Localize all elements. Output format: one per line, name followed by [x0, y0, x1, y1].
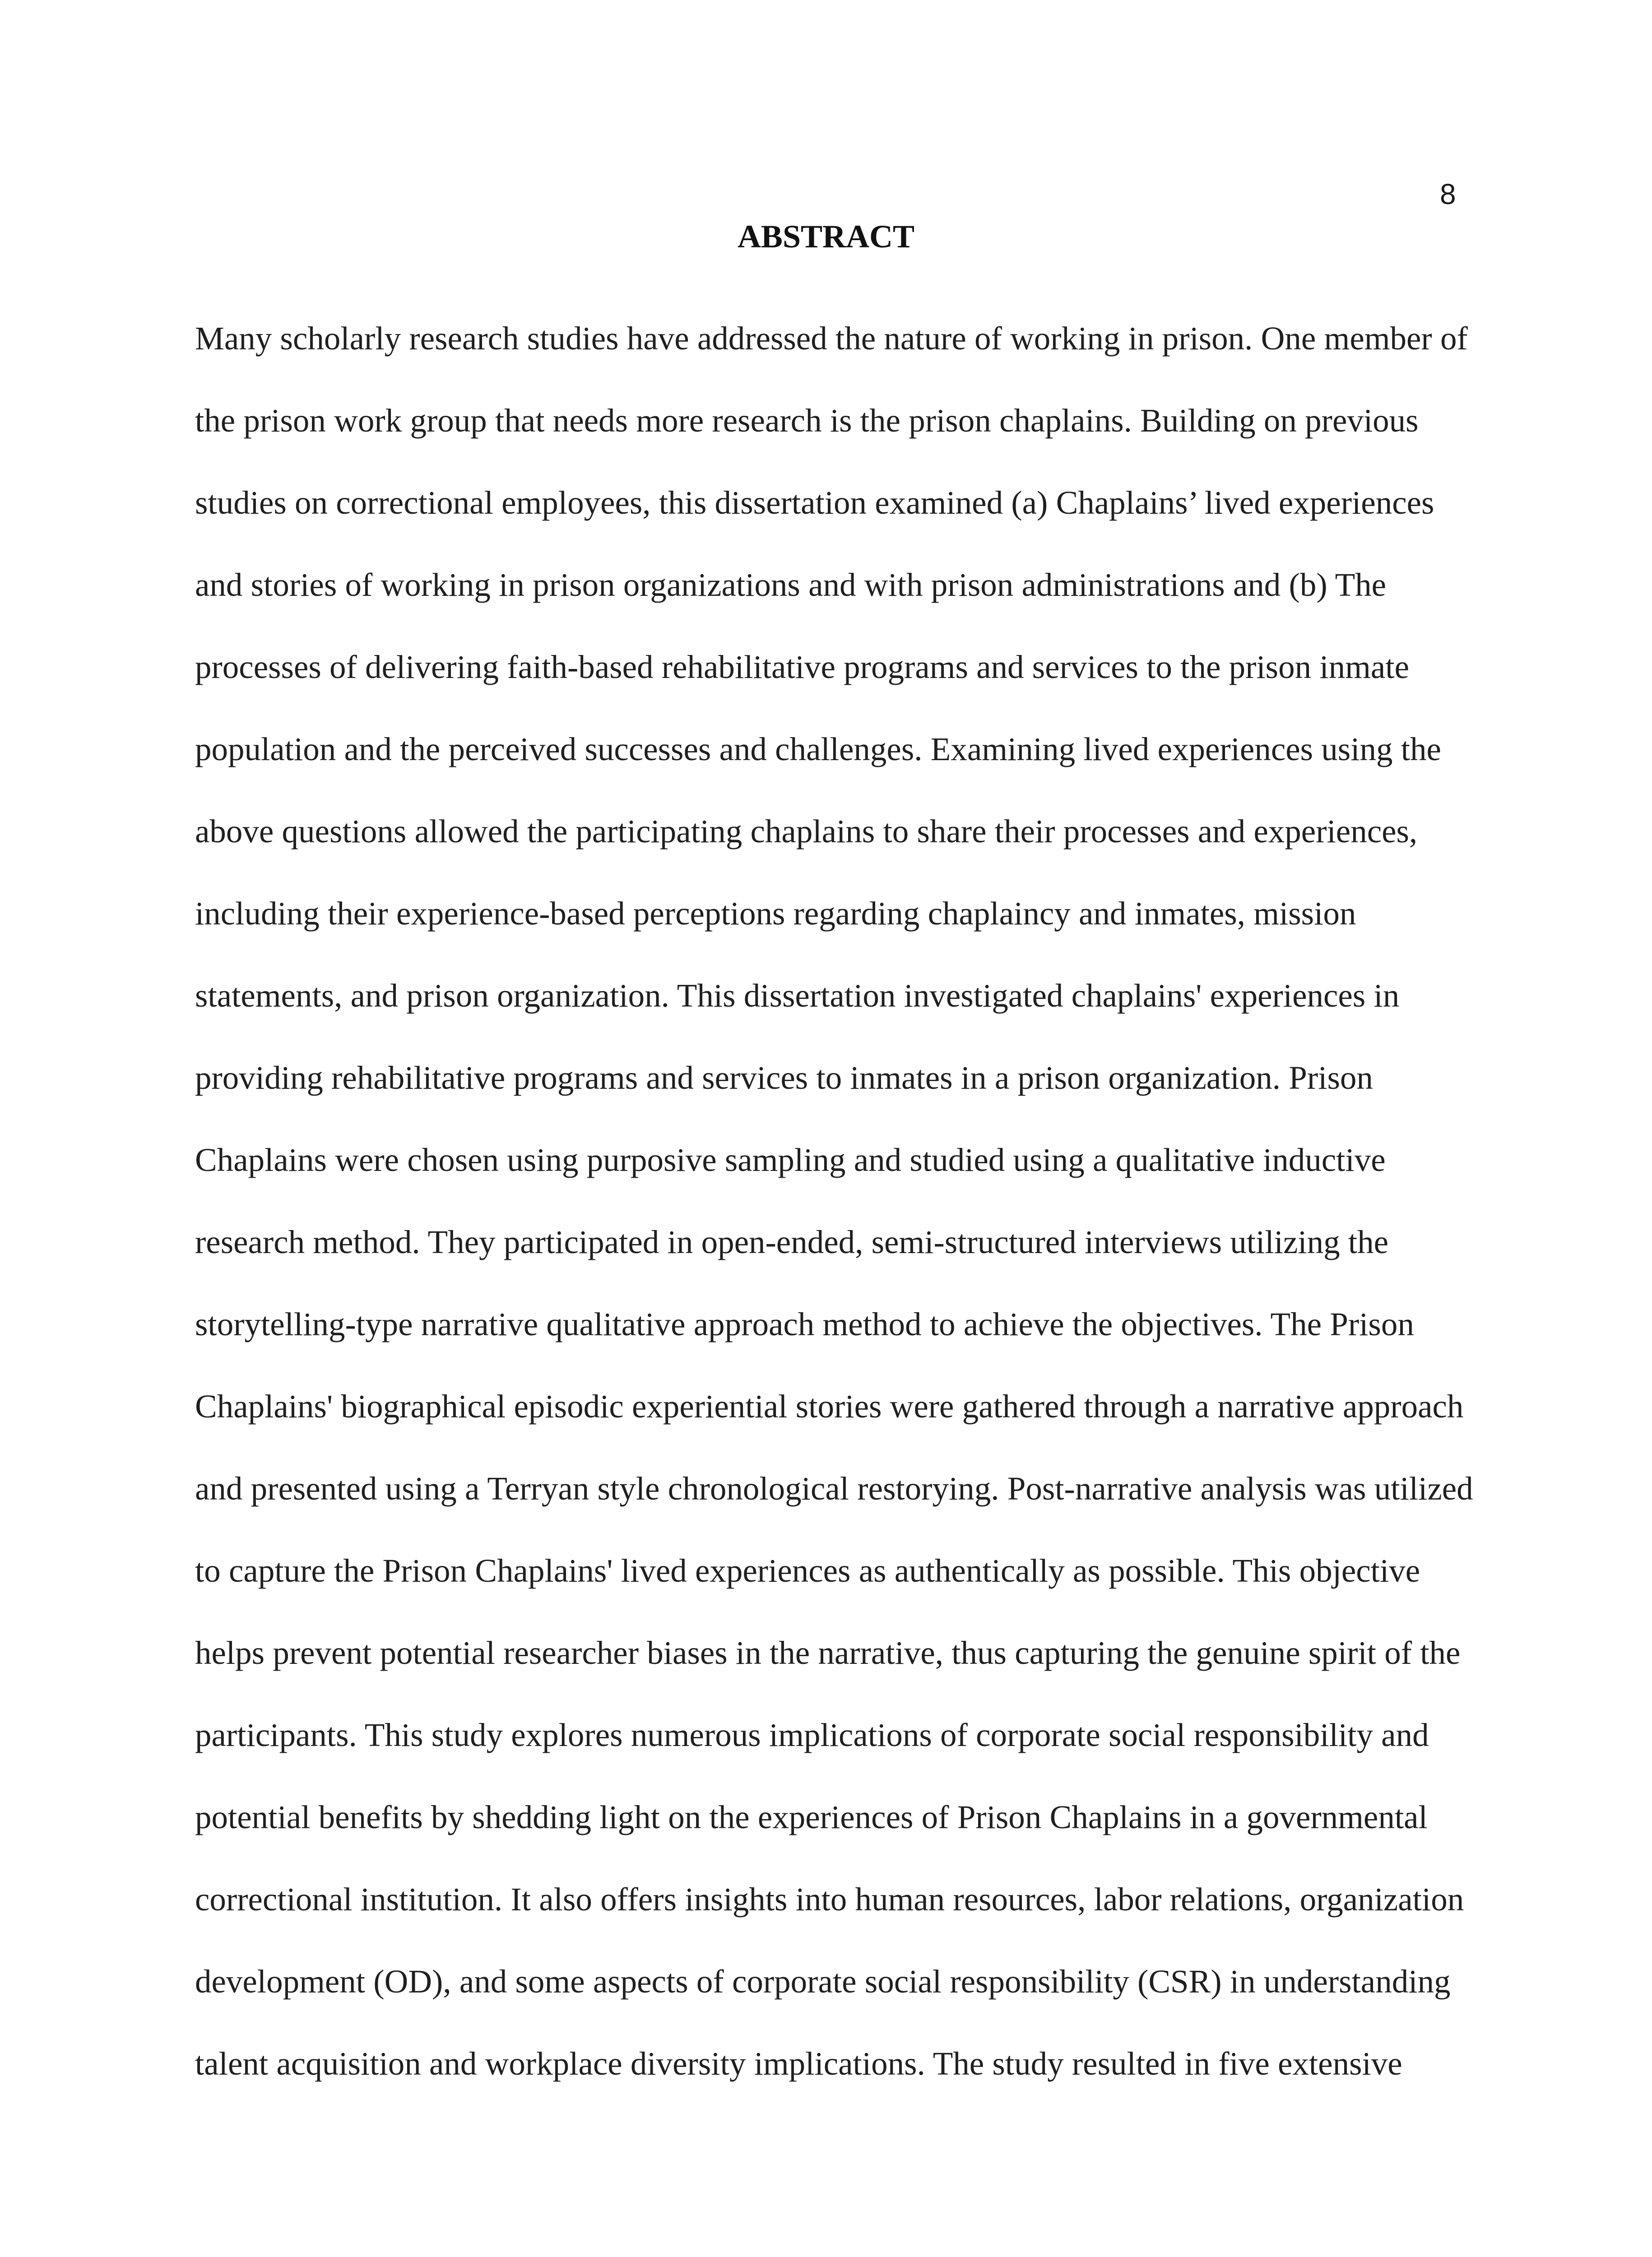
abstract-body: [195, 320, 1477, 2128]
abstract-heading: ABSTRACT: [737, 218, 915, 255]
body-line: above questions allowed the participating chaplains to share their processes and experiences,: [195, 813, 1418, 850]
page-number: 8: [1440, 178, 1456, 210]
body-line: and stories of working in prison organizations and with prison administrations and (b) The: [195, 567, 1387, 603]
body-line: potential benefits by shedding light on the experiences of Prison Chaplains in a governmental: [195, 1799, 1428, 1835]
body-line: storytelling-type narrative qualitative approach method to achieve the objectives. The Prison: [195, 1306, 1414, 1342]
body-line: including their experience-based perceptions regarding chaplaincy and inmates, mission: [195, 895, 1356, 932]
body-line: development (OD), and some aspects of corporate social responsibility (CSR) in understanding: [195, 1963, 1451, 2000]
body-line: providing rehabilitative programs and services to inmates in a prison organization. Prison: [195, 1059, 1373, 1096]
body-line: Chaplains were chosen using purposive sampling and studied using a qualitative inductive: [195, 1142, 1386, 1178]
body-line: talent acquisition and workplace diversity implications. The study resulted in five extensive: [195, 2045, 1402, 2082]
body-line: to capture the Prison Chaplains' lived experiences as authentically as possible. This objective: [195, 1552, 1420, 1589]
body-line: population and the perceived successes and challenges. Examining lived experiences using the: [195, 731, 1441, 767]
body-line: research method. They participated in open-ended, semi-structured interviews utilizing the: [195, 1224, 1389, 1260]
body-line: and presented using a Terryan style chronological restorying. Post-narrative analysis was utilized: [195, 1470, 1473, 1507]
body-line: helps prevent potential researcher biases in the narrative, thus capturing the genuine spirit of the: [195, 1635, 1461, 1671]
body-line: Chaplains' biographical episodic experiential stories were gathered through a narrative approach: [195, 1388, 1464, 1425]
body-line: processes of delivering faith-based rehabilitative programs and services to the prison inmate: [195, 649, 1409, 685]
body-line: the prison work group that needs more research is the prison chaplains. Building on previous: [195, 402, 1419, 439]
body-line: studies on correctional employees, this dissertation examined (a) Chaplains’ lived experiences: [195, 484, 1434, 521]
body-line: statements, and prison organization. This dissertation investigated chaplains' experiences in: [195, 977, 1400, 1014]
body-line: participants. This study explores numerous implications of corporate social responsibility and: [195, 1717, 1429, 1753]
body-line: correctional institution. It also offers insights into human resources, labor relations, organization: [195, 1881, 1464, 1918]
body-line: Many scholarly research studies have addressed the nature of working in prison. One member of: [195, 320, 1468, 357]
